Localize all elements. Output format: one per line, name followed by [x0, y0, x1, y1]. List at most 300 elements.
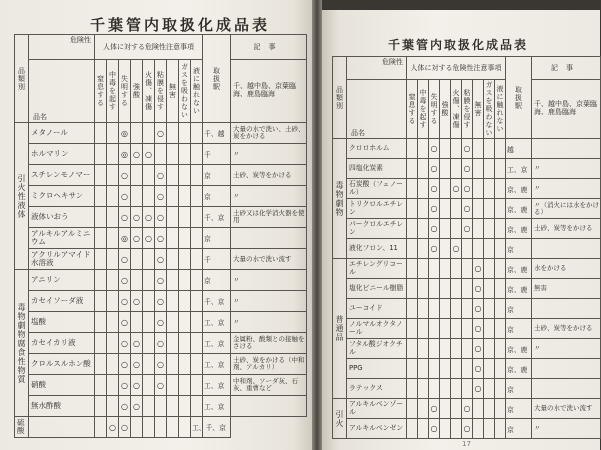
- category-group-label: 毒物劇物: [333, 139, 347, 259]
- remarks-cell: [532, 379, 601, 399]
- hazard-mark-cell: ○: [119, 207, 131, 228]
- hazard-mark-cell: [179, 354, 191, 375]
- hazard-mark-cell: [418, 159, 429, 179]
- hazard-mark-cell: [167, 396, 179, 417]
- hazard-mark-cell: ○: [462, 139, 473, 159]
- table-row: [333, 299, 601, 319]
- hazard-mark-cell: [440, 339, 451, 359]
- hazard-mark-cell: [429, 299, 440, 319]
- hazard-mark-cell: [495, 219, 506, 239]
- chemical-name-cell: ノルマルオクタノール: [347, 319, 407, 339]
- remarks-cell: 〃: [231, 291, 307, 312]
- hazard-mark-cell: ◎: [119, 228, 131, 249]
- station-cell: 京: [203, 270, 231, 291]
- hazard-mark-cell: [495, 399, 506, 419]
- hazard-mark-cell: [95, 291, 107, 312]
- hazard-mark-cell: [440, 319, 451, 339]
- hazard-column-header: 火傷、凍傷: [143, 60, 155, 123]
- hazard-mark-cell: [451, 359, 462, 379]
- table-row: [333, 339, 601, 359]
- hazard-mark-cell: [440, 399, 451, 419]
- station-cell: 京: [506, 399, 532, 419]
- station-cell: 京、鹿: [506, 179, 532, 199]
- hazard-mark-cell: [473, 239, 484, 259]
- table-row: [333, 279, 601, 299]
- hazard-mark-cell: [95, 144, 107, 165]
- hazard-mark-cell: ○: [462, 419, 473, 439]
- hazard-mark-cell: ○: [429, 179, 440, 199]
- hazard-mark-cell: ○: [119, 165, 131, 186]
- station-cell: 工、千、京: [191, 417, 203, 438]
- table-row: [15, 375, 307, 396]
- hazard-mark-cell: [191, 354, 203, 375]
- station-cell: 京、鹿: [506, 359, 532, 379]
- hazard-mark-cell: ○: [429, 199, 440, 219]
- hazard-mark-cell: [407, 319, 418, 339]
- hazard-mark-cell: ○: [473, 339, 484, 359]
- right-page: [322, 10, 600, 450]
- remarks-cell: [532, 359, 601, 379]
- hazard-mark-cell: ○: [451, 239, 462, 259]
- station-cell: 工、京: [203, 354, 231, 375]
- table-row: [15, 270, 307, 291]
- hazard-mark-cell: [107, 249, 119, 270]
- hazard-mark-cell: ○: [155, 165, 167, 186]
- table-row: [15, 165, 307, 186]
- station-cell: 京、鹿: [506, 259, 532, 279]
- station-cell: 京、鹿: [506, 339, 532, 359]
- hazard-mark-cell: ○: [429, 419, 440, 439]
- station-cell: 京、鹿: [506, 219, 532, 239]
- remarks-cell: [532, 139, 601, 159]
- hazard-mark-cell: [179, 396, 191, 417]
- hazard-column-header: ガスを吸わない: [485, 81, 493, 137]
- hazard-mark-cell: [95, 396, 107, 417]
- chemical-name-cell: ユーコイド: [347, 299, 407, 319]
- hazard-column-header: ガスを吸わない: [179, 60, 191, 123]
- station-cell: 京、鹿: [506, 279, 532, 299]
- hazard-mark-cell: [167, 291, 179, 312]
- hazard-mark-cell: [179, 312, 191, 333]
- hazard-mark-cell: [95, 249, 107, 270]
- hazard-mark-cell: [418, 299, 429, 319]
- hazard-mark-cell: [167, 417, 179, 438]
- table-row: [15, 354, 307, 375]
- hazard-mark-cell: [484, 299, 495, 319]
- hazard-mark-cell: [407, 179, 418, 199]
- page-number: 17: [462, 440, 471, 448]
- table-row: [333, 239, 601, 259]
- hazard-mark-cell: ○: [473, 379, 484, 399]
- hazard-mark-cell: ○: [462, 199, 473, 219]
- chemical-name-cell: カセイソーダ液: [29, 291, 95, 312]
- hazard-mark-cell: [107, 354, 119, 375]
- chemical-table: [332, 56, 601, 439]
- hazard-mark-cell: [107, 291, 119, 312]
- category-group-label: 毒物劇物腐食性物質: [15, 270, 29, 417]
- hazard-mark-cell: [179, 333, 191, 354]
- hazard-mark-cell: [484, 259, 495, 279]
- hazard-mark-cell: ○: [473, 319, 484, 339]
- category-group-label: 引火: [333, 399, 347, 439]
- hazard-mark-cell: ○: [155, 375, 167, 396]
- hazard-mark-cell: [131, 312, 143, 333]
- remarks-cell: [532, 239, 601, 259]
- station-list-header: 千、越中島、京葉臨海、鹿島臨海: [532, 80, 601, 139]
- hazard-mark-cell: ○: [155, 333, 167, 354]
- hazard-mark-cell: ○: [155, 186, 167, 207]
- hazard-column-header: 粘膜を侵す: [462, 80, 473, 139]
- station-cell: 工、京: [203, 375, 231, 396]
- category-group-label: 普通品: [333, 259, 347, 399]
- hazard-mark-cell: [155, 417, 167, 438]
- hazard-mark-cell: ○: [119, 312, 131, 333]
- hazard-mark-cell: [167, 228, 179, 249]
- table-row: [333, 379, 601, 399]
- hazard-mark-cell: ○: [429, 159, 440, 179]
- chemical-name-cell: クロロホルム: [347, 139, 407, 159]
- category-header: 品類別: [15, 35, 29, 123]
- hazard-mark-cell: [143, 312, 155, 333]
- hazard-mark-cell: [495, 379, 506, 399]
- hazard-mark-cell: ○: [131, 375, 143, 396]
- hazard-mark-cell: [107, 186, 119, 207]
- station-cell: 京: [203, 165, 231, 186]
- item-name-header: 品名: [29, 60, 95, 123]
- table-row: [333, 159, 601, 179]
- hazard-column-header: 中毒を起す: [107, 60, 119, 123]
- hazard-mark-cell: [484, 199, 495, 219]
- hazard-mark-cell: ○: [155, 207, 167, 228]
- hazard-mark-cell: [418, 179, 429, 199]
- station-cell: 京: [203, 228, 231, 249]
- station-cell: 京: [506, 239, 532, 259]
- table-row: [15, 333, 307, 354]
- hazard-mark-cell: [462, 359, 473, 379]
- hazard-mark-cell: [440, 259, 451, 279]
- hazard-mark-cell: [143, 291, 155, 312]
- hazard-mark-cell: [143, 396, 155, 417]
- hazard-mark-cell: [95, 354, 107, 375]
- hazard-mark-cell: [462, 319, 473, 339]
- hazard-mark-cell: ○: [155, 123, 167, 144]
- chemical-name-cell: エチレングリコール: [347, 259, 407, 279]
- hazard-mark-cell: [462, 299, 473, 319]
- hazard-mark-cell: [95, 228, 107, 249]
- hazard-mark-cell: [451, 259, 462, 279]
- hazard-mark-cell: [429, 319, 440, 339]
- hazard-mark-cell: [451, 379, 462, 399]
- hazard-mark-cell: [191, 291, 203, 312]
- hazard-mark-cell: [495, 319, 506, 339]
- item-name-header: 品名: [347, 80, 407, 139]
- hazard-column-header: 無害: [167, 60, 179, 123]
- hazard-mark-cell: ○: [119, 375, 131, 396]
- chemical-name-cell: 四塩化炭素: [347, 159, 407, 179]
- table-row: [15, 186, 307, 207]
- remarks-cell: 大量の水で洗い流す: [231, 249, 307, 270]
- hazard-mark-cell: [473, 399, 484, 419]
- hazard-mark-cell: [451, 139, 462, 159]
- hazard-mark-cell: ○: [155, 312, 167, 333]
- hazard-mark-cell: ○: [119, 270, 131, 291]
- hazard-mark-cell: [462, 379, 473, 399]
- hazard-mark-cell: ○: [155, 249, 167, 270]
- remarks-cell: 土砂、炭等をかける: [532, 219, 601, 239]
- hazard-mark-cell: ○: [473, 359, 484, 379]
- chemical-name-cell: スチレンモノマー: [29, 165, 95, 186]
- chemical-name-cell: 石炭酸（フェノール）: [347, 179, 407, 199]
- hazard-mark-cell: [484, 219, 495, 239]
- hazard-mark-cell: [429, 339, 440, 359]
- hazard-mark-cell: [418, 339, 429, 359]
- hazard-mark-cell: ○: [119, 417, 131, 438]
- hazard-mark-cell: [167, 270, 179, 291]
- hazard-mark-cell: [191, 165, 203, 186]
- hazard-mark-cell: [495, 259, 506, 279]
- hazard-mark-cell: [451, 419, 462, 439]
- hazard-mark-cell: ○: [131, 354, 143, 375]
- chemical-name-cell: トリクロルエチレン: [347, 199, 407, 219]
- hazard-mark-cell: [429, 379, 440, 399]
- remarks-cell: 土砂、炭等をかける: [231, 165, 307, 186]
- hazard-mark-cell: [143, 165, 155, 186]
- hazard-mark-cell: [167, 312, 179, 333]
- hazard-mark-cell: [29, 417, 95, 438]
- table-row: [333, 319, 601, 339]
- hazard-mark-cell: [179, 207, 191, 228]
- hazard-mark-cell: [484, 179, 495, 199]
- station-cell: 工、京: [203, 333, 231, 354]
- hazard-mark-cell: [407, 159, 418, 179]
- hazard-mark-cell: ○: [473, 259, 484, 279]
- hazard-mark-cell: [418, 359, 429, 379]
- hazard-mark-cell: ○: [429, 239, 440, 259]
- chemical-name-cell: 塩化ビニール樹脂: [347, 279, 407, 299]
- hazard-mark-cell: ○: [429, 139, 440, 159]
- hazard-mark-cell: [107, 375, 119, 396]
- hazard-mark-cell: [191, 207, 203, 228]
- hazard-mark-cell: ○: [155, 354, 167, 375]
- hazard-mark-cell: [418, 239, 429, 259]
- hazard-mark-cell: ○: [155, 270, 167, 291]
- station-cell: 千、越: [203, 123, 231, 144]
- chemical-name-cell: 硫酸: [15, 417, 29, 438]
- hazard-mark-cell: ○: [119, 333, 131, 354]
- hazard-mark-cell: [179, 291, 191, 312]
- station-cell: 京、鹿: [506, 199, 532, 219]
- hazard-column-header: 液に触れない: [495, 80, 506, 139]
- remarks-cell: 土砂、炭をかける（中和剤、アルカリ）: [231, 354, 307, 375]
- chemical-name-cell: アルキルベンゼン: [347, 419, 407, 439]
- hazard-mark-cell: [131, 417, 143, 438]
- chemical-name-cell: アクリルアマイド水溶液: [29, 249, 95, 270]
- hazard-mark-cell: [484, 339, 495, 359]
- hazard-mark-cell: [407, 219, 418, 239]
- remarks-cell: 金属粉、酸類との接触をさける: [231, 333, 307, 354]
- chemical-name-cell: カセイカリ液: [29, 333, 95, 354]
- hazard-mark-cell: ○: [119, 249, 131, 270]
- hazard-mark-cell: [429, 359, 440, 379]
- chemical-name-cell: アルキルアルミニウム: [29, 228, 95, 249]
- category-group-label: 引火性液体: [15, 123, 29, 270]
- hazard-mark-cell: ○: [155, 291, 167, 312]
- hazard-mark-cell: [407, 279, 418, 299]
- hazard-mark-cell: [418, 219, 429, 239]
- station-list-header: 千、越中島、京葉臨海、鹿島臨海: [231, 60, 307, 123]
- hazard-mark-cell: [143, 270, 155, 291]
- hazard-mark-cell: [107, 396, 119, 417]
- table-row: [333, 139, 601, 159]
- station-cell: 工、京: [506, 159, 532, 179]
- hazard-mark-cell: [484, 319, 495, 339]
- hazard-mark-cell: [407, 199, 418, 219]
- hazard-mark-cell: [495, 359, 506, 379]
- hazard-mark-cell: [418, 399, 429, 419]
- hazard-column-header: 窒息する: [95, 60, 107, 123]
- hazard-mark-cell: ○: [451, 179, 462, 199]
- hazard-mark-cell: [191, 123, 203, 144]
- hazard-mark-cell: ○: [119, 396, 131, 417]
- table-row: [15, 207, 307, 228]
- hazard-mark-cell: ○: [143, 207, 155, 228]
- hazard-mark-cell: [95, 312, 107, 333]
- hazard-mark-cell: [167, 207, 179, 228]
- hazard-mark-cell: ○: [473, 279, 484, 299]
- table-row: [333, 259, 601, 279]
- hazard-mark-cell: [107, 165, 119, 186]
- hazard-column-header: 中毒を起す: [418, 80, 429, 139]
- hazard-mark-cell: [495, 139, 506, 159]
- table-row: [15, 291, 307, 312]
- hazard-mark-cell: [484, 379, 495, 399]
- remarks-cell: 〃（消火には水をかける）: [532, 199, 601, 219]
- chemical-name-cell: PPG: [347, 359, 407, 379]
- hazard-mark-cell: [155, 396, 167, 417]
- remarks-cell: 大量の水で洗い、土砂、炭をかける: [231, 123, 307, 144]
- remarks-cell: 〃: [532, 159, 601, 179]
- remarks-header: 記事: [532, 57, 601, 80]
- hazard-mark-cell: [473, 199, 484, 219]
- hazard-mark-cell: [191, 144, 203, 165]
- hazard-mark-cell: [473, 219, 484, 239]
- table-row: [333, 399, 601, 419]
- hazard-mark-cell: [191, 249, 203, 270]
- hazard-mark-cell: [107, 207, 119, 228]
- hazard-mark-cell: [440, 279, 451, 299]
- hazard-mark-cell: [131, 249, 143, 270]
- station-cell: 工、京: [203, 396, 231, 417]
- chemical-name-cell: 液化フロン、11: [347, 239, 407, 259]
- hazard-mark-cell: [179, 270, 191, 291]
- hazard-mark-cell: ◎: [119, 144, 131, 165]
- page-title: 千葉管内取扱化成品表: [90, 16, 271, 34]
- hazard-mark-cell: [473, 139, 484, 159]
- hazard-mark-cell: ○: [429, 219, 440, 239]
- hazard-mark-cell: [418, 319, 429, 339]
- chemical-name-cell: パークロルエチレン: [347, 219, 407, 239]
- human-attention-header: 人体に対する危険性注意事項: [407, 57, 506, 80]
- hazard-mark-cell: ○: [131, 333, 143, 354]
- table-row: [333, 359, 601, 379]
- table-row: [15, 417, 307, 438]
- hazard-mark-cell: [429, 259, 440, 279]
- hazard-mark-cell: ○: [131, 207, 143, 228]
- remarks-cell: 土砂又は化学消火器を使用: [231, 207, 307, 228]
- station-cell: 京: [506, 299, 532, 319]
- hazard-mark-cell: [473, 179, 484, 199]
- hazard-column-header: 粘膜を侵す: [155, 60, 167, 123]
- hazard-mark-cell: [107, 333, 119, 354]
- table-row: [333, 199, 601, 219]
- hazard-mark-cell: [95, 186, 107, 207]
- remarks-cell: 〃: [532, 419, 601, 439]
- hazard-mark-cell: [179, 186, 191, 207]
- table-row: [15, 396, 307, 417]
- hazard-mark-cell: [107, 123, 119, 144]
- hazard-mark-cell: [418, 279, 429, 299]
- table-row: [333, 219, 601, 239]
- chemical-name-cell: 硝酸: [29, 375, 95, 396]
- hazard-mark-cell: [484, 139, 495, 159]
- hazard-mark-cell: [95, 333, 107, 354]
- hazard-mark-cell: [167, 333, 179, 354]
- hazard-column-header: 失明する: [119, 60, 131, 123]
- hazard-mark-cell: [167, 144, 179, 165]
- station-cell: 越: [506, 139, 532, 159]
- hazard-mark-cell: [495, 339, 506, 359]
- hazard-mark-cell: [107, 228, 119, 249]
- station-header: 取扱駅: [203, 35, 231, 123]
- hazard-mark-cell: [167, 123, 179, 144]
- chemical-name-cell: 塩酸: [29, 312, 95, 333]
- hazard-mark-cell: [167, 186, 179, 207]
- hazard-mark-cell: [495, 239, 506, 259]
- hazard-mark-cell: [484, 359, 495, 379]
- hazard-mark-cell: [407, 139, 418, 159]
- hazard-mark-cell: [131, 123, 143, 144]
- hazard-mark-cell: ○: [462, 159, 473, 179]
- remarks-cell: [532, 299, 601, 319]
- hazard-mark-cell: [407, 399, 418, 419]
- hazard-mark-cell: ○: [119, 354, 131, 375]
- page-title: 千葉管内取扱化成品表: [388, 38, 529, 52]
- remarks-cell: 〃: [231, 186, 307, 207]
- hazard-mark-cell: [473, 419, 484, 439]
- hazard-mark-cell: ○: [131, 144, 143, 165]
- hazard-mark-cell: [440, 239, 451, 259]
- human-attention-header: 人体に対する危険性注意事項: [95, 35, 203, 60]
- hazard-mark-cell: ○: [107, 417, 119, 438]
- hazard-mark-cell: ○: [462, 219, 473, 239]
- hazard-mark-cell: [95, 123, 107, 144]
- hazard-mark-cell: [451, 399, 462, 419]
- hazard-mark-cell: [440, 199, 451, 219]
- hazard-mark-cell: [95, 270, 107, 291]
- hazard-mark-cell: [451, 339, 462, 359]
- hazard-mark-cell: [191, 312, 203, 333]
- hazard-mark-cell: ○: [131, 228, 143, 249]
- hazard-mark-cell: ○: [119, 186, 131, 207]
- hazard-mark-cell: ○: [143, 228, 155, 249]
- hazard-column-header: 強酸: [131, 60, 143, 123]
- station-header: 取扱駅: [506, 57, 532, 139]
- hazard-mark-cell: [440, 219, 451, 239]
- chemical-name-cell: クロルスルホン酸: [29, 354, 95, 375]
- hazard-mark-cell: [107, 270, 119, 291]
- hazard-mark-cell: [167, 375, 179, 396]
- hazard-mark-cell: [179, 249, 191, 270]
